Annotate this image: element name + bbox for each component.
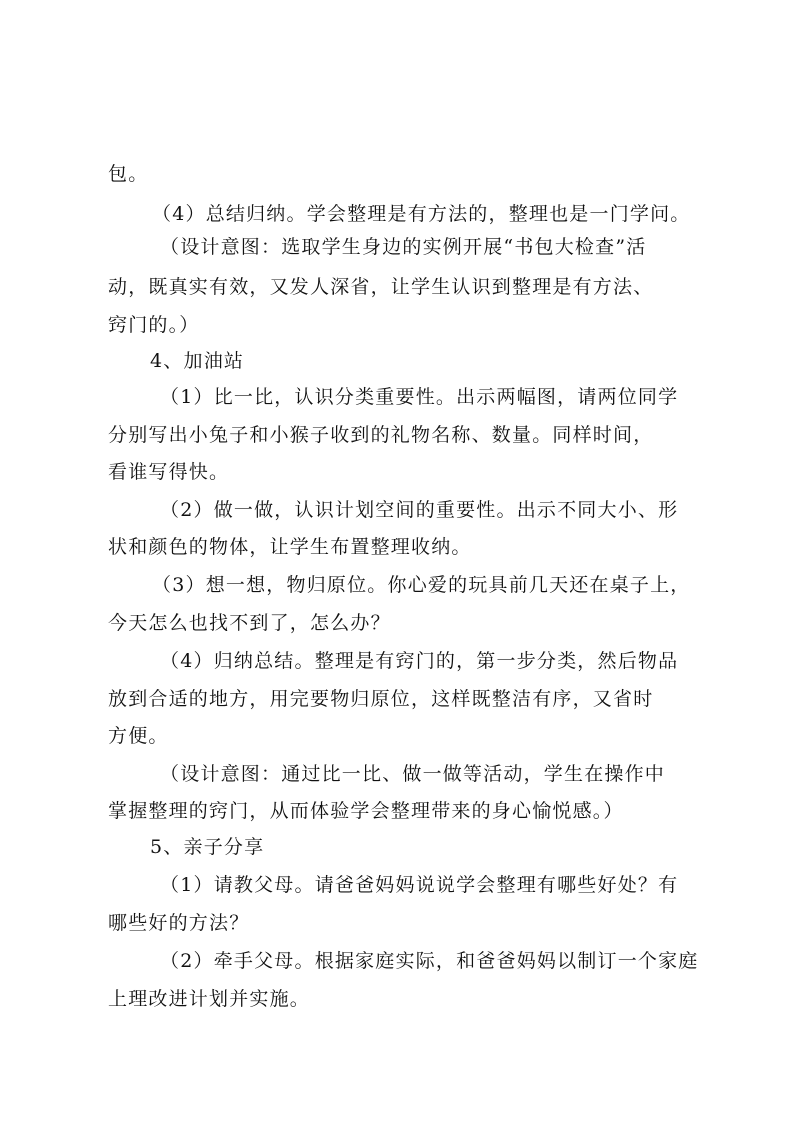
text-line: 掌握整理的窍门，从而体验学会整理带来的身心愉悦感。）: [108, 800, 624, 822]
text-line: （1）比一比，认识分类重要性。出示两幅图，请两位同学: [160, 386, 679, 408]
text-line: 分别写出小兔子和小猴子收到的礼物名称、数量。同样时间，: [108, 424, 654, 446]
text-line: 今天怎么也找不到了，怎么办？: [108, 612, 391, 634]
text-line: 放到合适的地方，用完要物归原位，这样既整洁有序，又省时: [108, 688, 654, 710]
text-line: （2）牵手父母。根据家庭实际，和爸爸妈妈以制订一个家庭: [160, 950, 699, 972]
text-line: （设计意图：通过比一比、做一做等活动，学生在操作中: [160, 763, 666, 785]
text-line: （3）想一想，物归原位。你心爱的玩具前几天还在桌子上，: [152, 574, 691, 596]
text-line: 看谁写得快。: [108, 461, 230, 483]
text-line: 哪些好的方法？: [108, 912, 250, 934]
text-line: （4）归纳总结。整理是有窍门的，第一步分类，然后物品: [160, 650, 679, 672]
text-line: 包。: [108, 163, 149, 185]
text-line: （设计意图：选取学生身边的实例开展“书包大检查”活: [160, 236, 647, 258]
text-line: （4）总结归纳。学会整理是有方法的，整理也是一门学问。: [152, 203, 691, 225]
text-line: 动，既真实有效，又发人深省，让学生认识到整理是有方法、: [108, 276, 654, 298]
section-heading: 4、加油站: [150, 350, 245, 372]
text-line: 状和颜色的物体，让学生布置整理收纳。: [108, 536, 472, 558]
text-line: （2）做一做，认识计划空间的重要性。出示不同大小、形: [160, 499, 679, 521]
text-line: 上理改进计划并实施。: [108, 988, 311, 1010]
text-line: （1）请教父母。请爸爸妈妈说说学会整理有哪些好处？有: [160, 874, 679, 896]
text-line: 窍门的。）: [108, 314, 200, 336]
section-heading: 5、亲子分享: [150, 836, 265, 858]
text-line: 方便。: [108, 725, 169, 747]
